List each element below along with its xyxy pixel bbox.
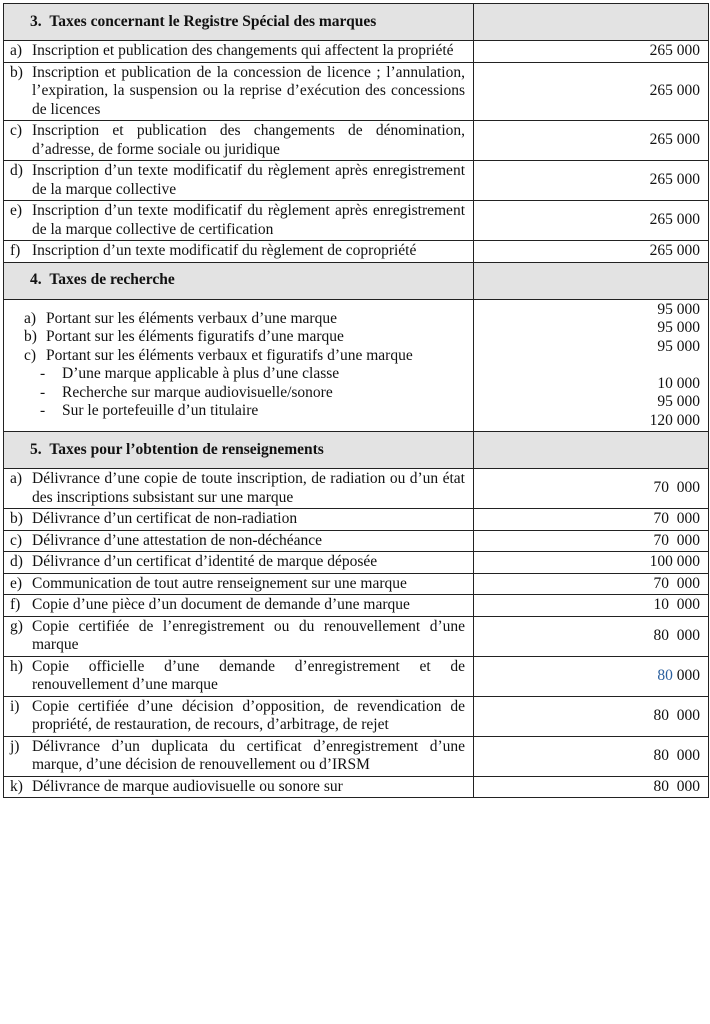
row-amount-highlight: 80 xyxy=(657,666,673,684)
item-amount: 95 000 xyxy=(657,337,700,355)
item-text: Sur le portefeuille d’un titulaire xyxy=(62,402,259,420)
list-item xyxy=(10,402,465,421)
row-amount: 70 000 xyxy=(653,510,700,527)
row-text: Copie certifiée de l’enregistrement ou du renouvellement d’une marque xyxy=(32,617,465,653)
row-text: Copie d’une pièce d’un document de demande d’une marque xyxy=(32,596,410,613)
row-label: d) xyxy=(10,162,23,179)
row-text: Délivrance de marque audiovisuelle ou sonore sur xyxy=(32,777,343,795)
section-header-3 xyxy=(4,4,709,41)
section-title: 4. Taxes de recherche xyxy=(30,271,175,289)
item-label: a) xyxy=(24,309,37,327)
row-amount: 265 000 xyxy=(649,211,700,229)
item-label: - xyxy=(40,402,46,420)
row-label: f) xyxy=(10,596,21,613)
list-item xyxy=(10,347,465,366)
row-label: c) xyxy=(10,531,23,549)
item-text: Portant sur les éléments verbaux et figuratifs d’une marque xyxy=(46,346,413,364)
table-row xyxy=(4,62,709,121)
item-text: Portant sur les éléments verbaux d’une marque xyxy=(46,309,337,327)
row-label: c) xyxy=(10,122,23,139)
list-item xyxy=(10,328,465,347)
row-text: Inscription et publication de la concession de licence ; l’annulation, l’expiration, la suspension ou la reprise d’exécution des concessions de licences xyxy=(32,63,465,118)
row-text: Délivrance d’un certificat de non-radiation xyxy=(32,510,298,527)
item-amount: 95 000 xyxy=(657,393,700,410)
item-amount: 10 000 xyxy=(657,374,700,392)
row-text: Inscription d’un texte modificatif du règlement après enregistrement de la marque collective de certification xyxy=(32,202,465,238)
row-amount: 100 000 xyxy=(649,553,700,570)
row-text: Délivrance d’un certificat d’identité de marque déposée xyxy=(32,553,378,570)
row-amount: 70 000 xyxy=(653,574,700,592)
section-header-5 xyxy=(4,432,709,469)
row-label: i) xyxy=(10,697,20,715)
item-label: - xyxy=(40,365,46,383)
section-title: 3. Taxes concernant le Registre Spécial des marques xyxy=(30,12,377,30)
row-label: f) xyxy=(10,242,21,259)
list-item xyxy=(10,365,465,384)
table-row xyxy=(4,469,709,509)
row-text: Inscription d’un texte modificatif du règlement après enregistrement de la marque collective xyxy=(32,162,465,198)
table-row xyxy=(4,656,709,696)
row-text: Inscription et publication des changements qui affectent la propriété xyxy=(32,42,454,59)
item-text: Portant sur les éléments figuratifs d’une marque xyxy=(46,328,344,346)
row-amount: 265 000 xyxy=(649,42,700,59)
row-text: Délivrance d’un duplicata du certificat d’enregistrement d’une marque, d’une décision de renouvellement ou d’IRSM xyxy=(32,737,465,773)
fees-table xyxy=(3,3,709,798)
row-label: d) xyxy=(10,553,23,570)
row-text: Copie certifiée d’une décision d’opposition, de revendication de propriété, de restauration, de recours, d’arbitrage, de rejet xyxy=(32,697,465,733)
row-text: Inscription d’un texte modificatif du règlement de copropriété xyxy=(32,242,417,259)
table-row xyxy=(4,595,709,617)
row-amount: 80 000 xyxy=(653,777,700,795)
table-row xyxy=(4,552,709,574)
row-label: g) xyxy=(10,617,23,635)
row-amount: 265 000 xyxy=(649,131,700,149)
table-row xyxy=(4,299,709,432)
row-amount: 10 000 xyxy=(653,596,700,613)
row-amount: 80 000 xyxy=(653,706,700,724)
row-amount: 265 000 xyxy=(649,82,700,99)
row-amount: 70 000 xyxy=(653,531,700,549)
list-item xyxy=(10,310,465,329)
row-label: k) xyxy=(10,777,23,795)
table-row xyxy=(4,736,709,776)
item-text: Recherche sur marque audiovisuelle/sonore xyxy=(62,383,333,401)
table-row xyxy=(4,121,709,161)
item-amount: 95 000 xyxy=(657,300,700,318)
row-label: b) xyxy=(10,63,23,81)
row-text: Copie officielle d’une demande d’enregistrement et de renouvellement d’une marque xyxy=(32,657,465,693)
item-label: c) xyxy=(24,346,37,364)
row-amount: 80 000 xyxy=(653,626,700,644)
table-row xyxy=(4,616,709,656)
item-text: D’une marque applicable à plus d’une classe xyxy=(62,365,340,383)
row-text: Communication de tout autre renseignement sur une marque xyxy=(32,574,407,592)
table-row xyxy=(4,530,709,552)
item-label: b) xyxy=(24,328,37,346)
item-label: - xyxy=(40,383,46,401)
row-text: Délivrance d’une copie de toute inscription, de radiation ou d’un état des inscriptions subsistant sur une marque xyxy=(32,470,465,506)
table-row xyxy=(4,41,709,63)
table-row xyxy=(4,573,709,595)
row-amount: 70 000 xyxy=(653,479,700,497)
item-amount: 95 000 xyxy=(657,319,700,336)
row-amount: 265 000 xyxy=(649,171,700,189)
table-row xyxy=(4,241,709,263)
row-amount: 265 000 xyxy=(649,242,700,259)
row-text: Délivrance d’une attestation de non-déchéance xyxy=(32,531,323,549)
row-text: Inscription et publication des changements de dénomination, d’adresse, de forme sociale ou juridique xyxy=(32,122,465,158)
row-label: a) xyxy=(10,42,23,59)
row-label: a) xyxy=(10,470,23,487)
row-amount: 80 000 xyxy=(653,746,700,764)
table-row xyxy=(4,161,709,201)
table-row xyxy=(4,509,709,531)
list-item xyxy=(10,384,465,403)
section-header-4 xyxy=(4,262,709,299)
row-label: h) xyxy=(10,657,23,675)
row-label: j) xyxy=(10,737,20,755)
row-label: e) xyxy=(10,574,23,592)
row-amount-rest: 000 xyxy=(672,666,700,684)
table-row xyxy=(4,696,709,736)
table-row xyxy=(4,201,709,241)
section-title: 5. Taxes pour l’obtention de renseignements xyxy=(30,440,324,458)
table-row xyxy=(4,776,709,798)
row-label: e) xyxy=(10,202,23,219)
row-label: b) xyxy=(10,510,23,527)
item-amount: 120 000 xyxy=(649,411,700,429)
